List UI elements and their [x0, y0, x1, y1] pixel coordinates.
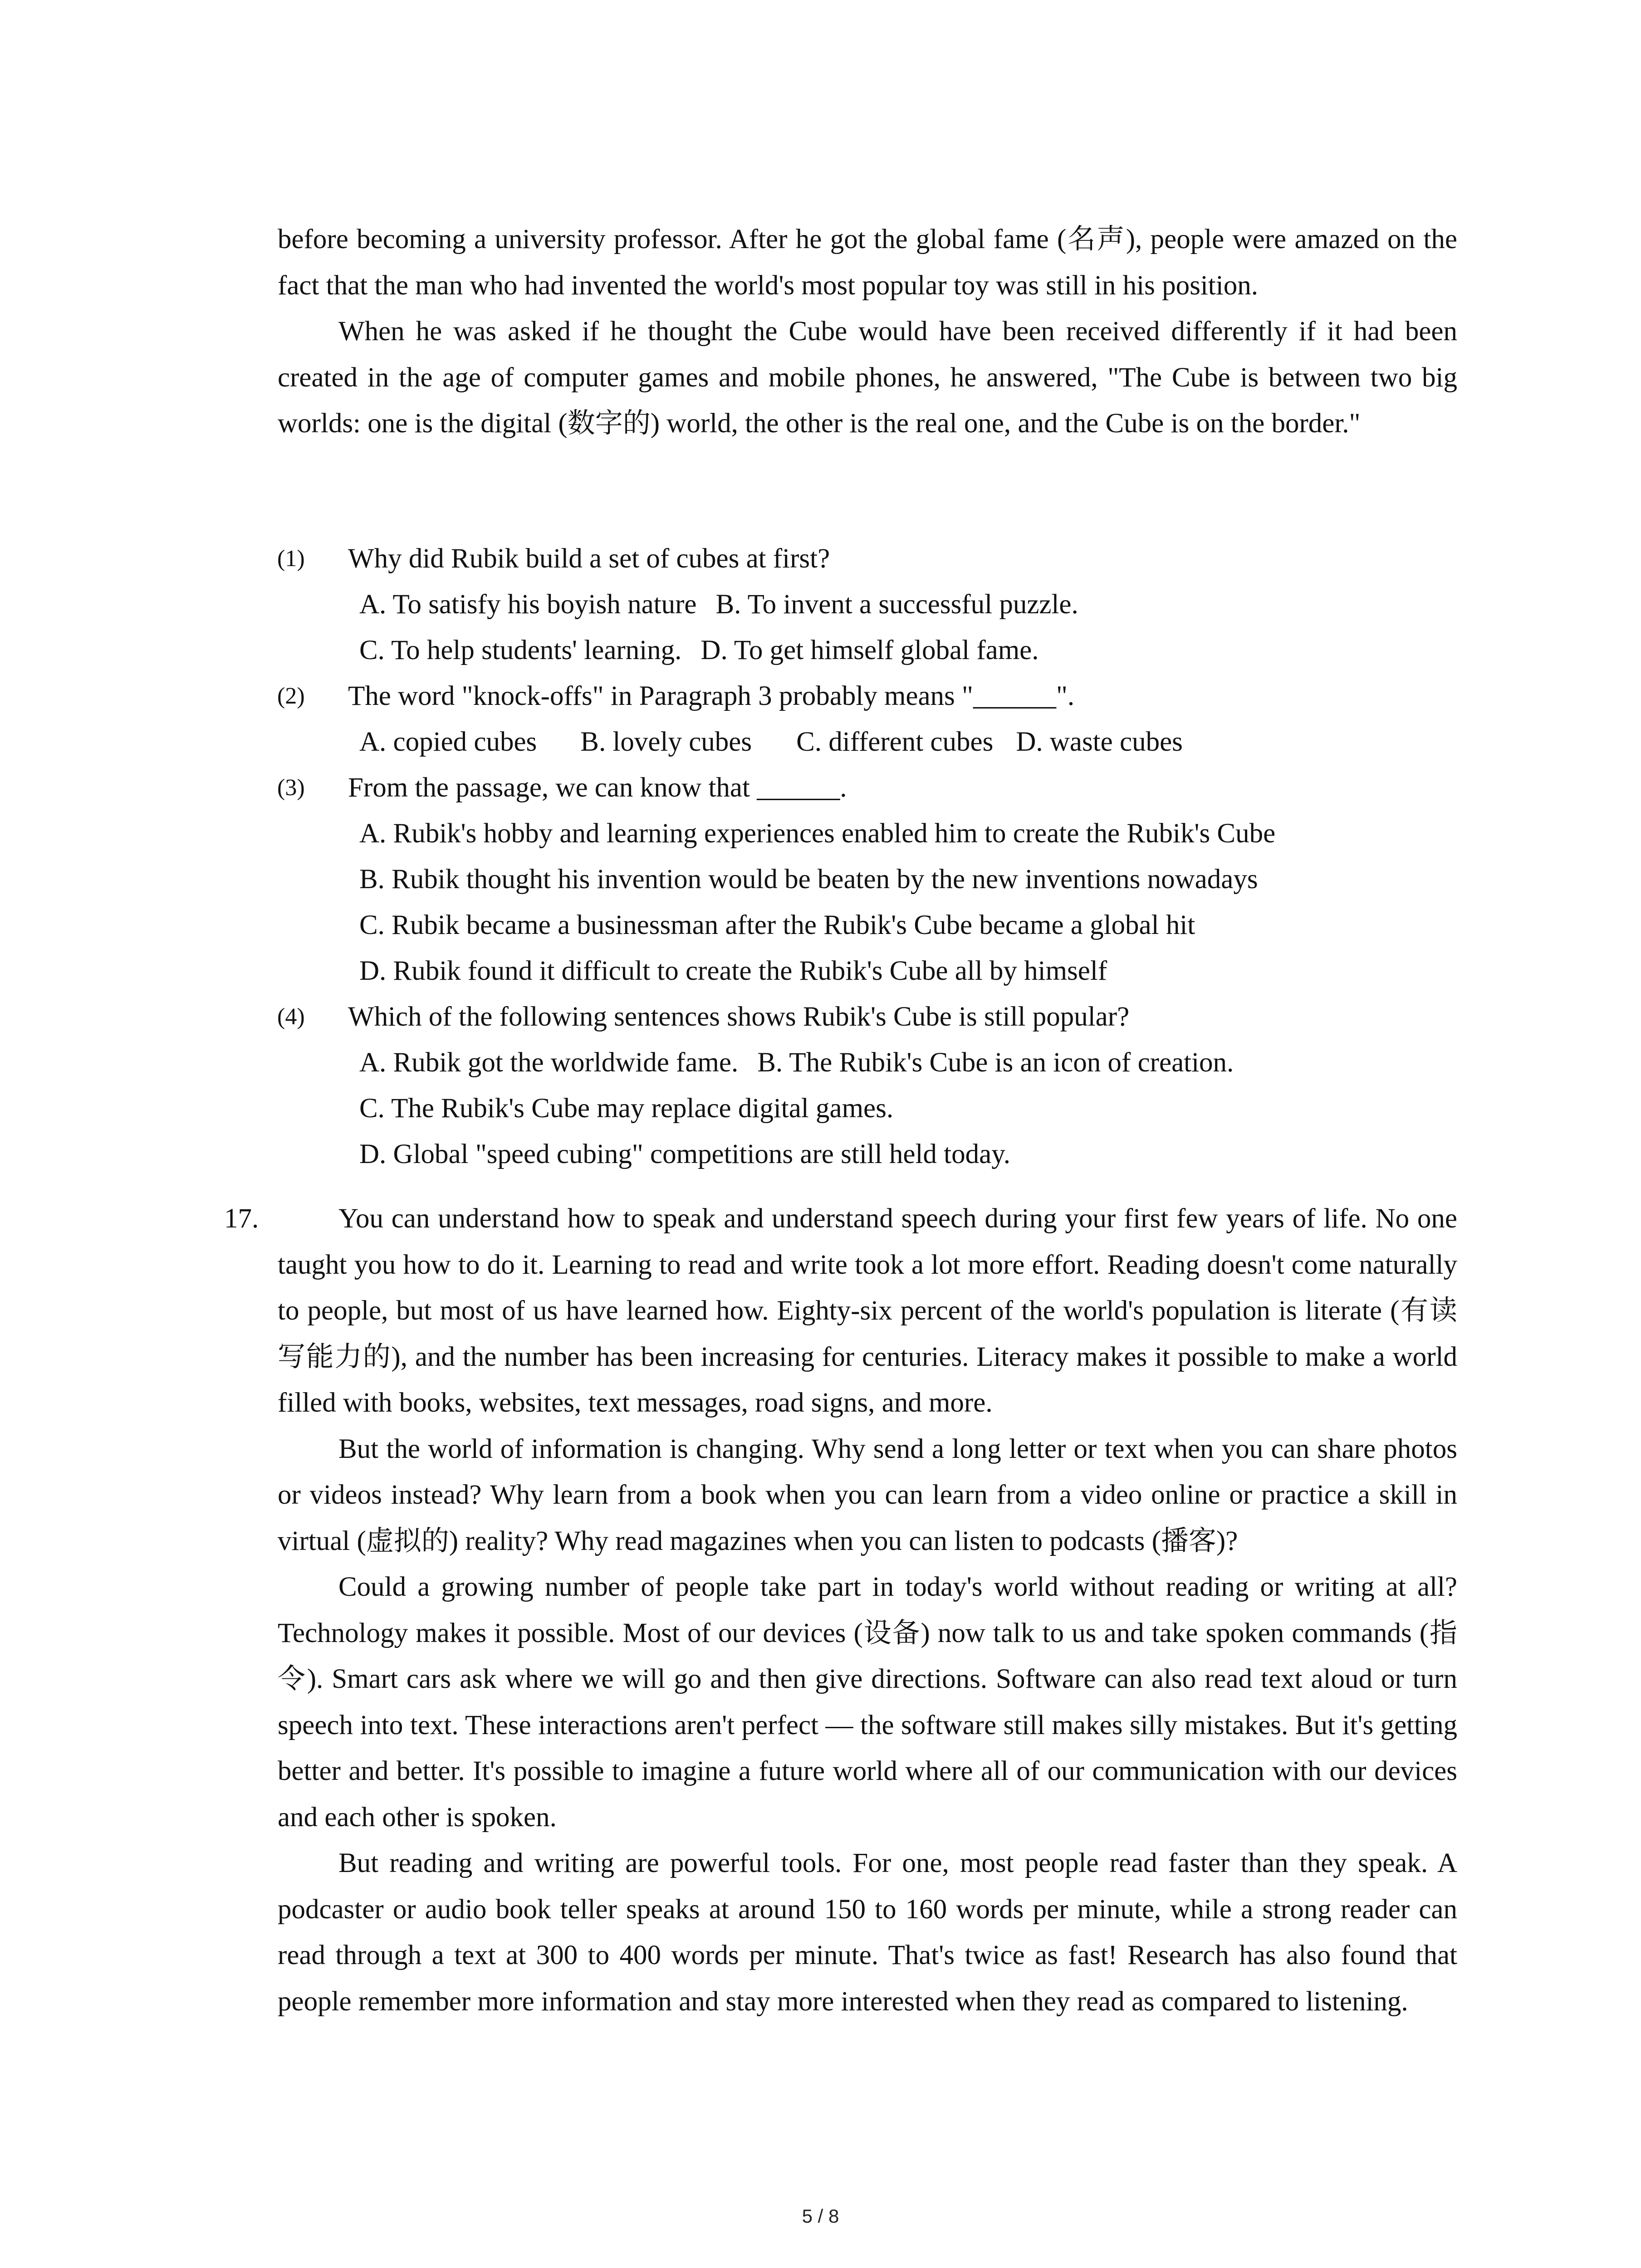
- options-row: [278, 719, 1457, 765]
- passage-16-paragraph-1: before becoming a university professor. After he got the global fame (名声), people were amazed on the fact that the man who had invented the world's most popular toy was still in his position.: [278, 224, 1457, 301]
- option-c: C. Rubik became a businessman after the Rubik's Cube became a global hit: [359, 910, 1195, 940]
- question-text: Why did Rubik build a set of cubes at first?: [348, 543, 830, 574]
- question-text: The word "knock-offs" in Paragraph 3 probably means "______".: [348, 681, 1075, 711]
- passage-16-paragraph-2: When he was asked if he thought the Cube would have been received differently if it had been created in the age of computer games and mobile phones, he answered, "The Cube is between two big worlds: one is the digital (数字的) world, the other is the real one, and the Cube is on the border.": [278, 316, 1457, 439]
- page-number: 5 / 8: [802, 2205, 839, 2227]
- question-number-17: 17.: [224, 1203, 259, 1234]
- options-row: [278, 627, 1457, 673]
- question-3: [278, 765, 1457, 811]
- question-1: [278, 536, 1457, 582]
- question-text: From the passage, we can know that ______.: [348, 772, 847, 803]
- passage-17-paragraph-1: You can understand how to speak and understand speech during your first few years of life. No one taught you how to do it. Learning to read and write took a lot more effort. Reading doesn't come naturally to people, but most of us have learned how. Eighty-six percent of the world's population is literate (有读写能力的), and the number has been increasing for centuries. Literacy makes it possible to make a world filled with books, websites, text messages, road signs, and more.: [278, 1203, 1457, 1418]
- option-d: D. Rubik found it difficult to create the Rubik's Cube all by himself: [359, 956, 1107, 986]
- question-list: [278, 536, 1457, 1177]
- option-b: B. To invent a successful puzzle.: [715, 589, 1078, 620]
- option-c: C. different cubes: [796, 727, 994, 757]
- option-a: A. Rubik got the worldwide fame.: [359, 1047, 739, 1078]
- option-d: D. Global "speed cubing" competitions are still held today.: [359, 1139, 1010, 1169]
- option-a: A. copied cubes: [359, 727, 537, 757]
- option-a: A. To satisfy his boyish nature: [359, 589, 697, 620]
- passage-17-paragraph-3: Could a growing number of people take part in today's world without reading or writing at all? Technology makes it possible. Most of our devices (设备) now talk to us and take spoken commands (指令). Smart cars ask where we will go and then give directions. Software can also read text aloud or turn speech into text. These interactions aren't perfect — the software still makes silly mistakes. But it's getting better and better. It's possible to imagine a future world where all of our communication with our devices and each other is spoken.: [278, 1572, 1457, 1833]
- passage-17-paragraph-2: But the world of information is changing. Why send a long letter or text when you can share photos or videos instead? Why learn from a book when you can learn from a video online or practice a skill in virtual (虚拟的) reality? Why read magazines when you can listen to podcasts (播客)?: [278, 1433, 1457, 1556]
- option-b: B. Rubik thought his invention would be beaten by the new inventions nowadays: [359, 864, 1258, 894]
- question-4: [278, 994, 1457, 1040]
- question-number: (3): [277, 775, 305, 801]
- passage-17: [278, 1196, 1457, 2024]
- option-b: B. The Rubik's Cube is an icon of creation.: [757, 1047, 1234, 1078]
- question-number: (1): [277, 546, 305, 572]
- passage-17-paragraph-4: But reading and writing are powerful tools. For one, most people read faster than they speak. A podcaster or audio book teller speaks at around 150 to 160 words per minute, while a strong reader can read through a text at 300 to 400 words per minute. That's twice as fast! Research has also found that people remember more information and stay more interested when they read as compared to listening.: [278, 1848, 1457, 2017]
- options-row: [278, 1040, 1457, 1085]
- question-text: Which of the following sentences shows Rubik's Cube is still popular?: [348, 1002, 1130, 1032]
- options-row: [278, 582, 1457, 627]
- option-c: C. To help students' learning.: [359, 635, 682, 665]
- option-a: A. Rubik's hobby and learning experiences enabled him to create the Rubik's Cube: [359, 818, 1276, 849]
- question-number: (4): [277, 1004, 305, 1030]
- question-number: (2): [277, 683, 305, 709]
- passage-16-tail: [278, 216, 1457, 447]
- question-2: [278, 673, 1457, 719]
- option-b: B. lovely cubes: [580, 727, 752, 757]
- option-d: D. To get himself global fame.: [700, 635, 1039, 665]
- option-d: D. waste cubes: [1016, 727, 1183, 757]
- option-c: C. The Rubik's Cube may replace digital games.: [359, 1093, 894, 1124]
